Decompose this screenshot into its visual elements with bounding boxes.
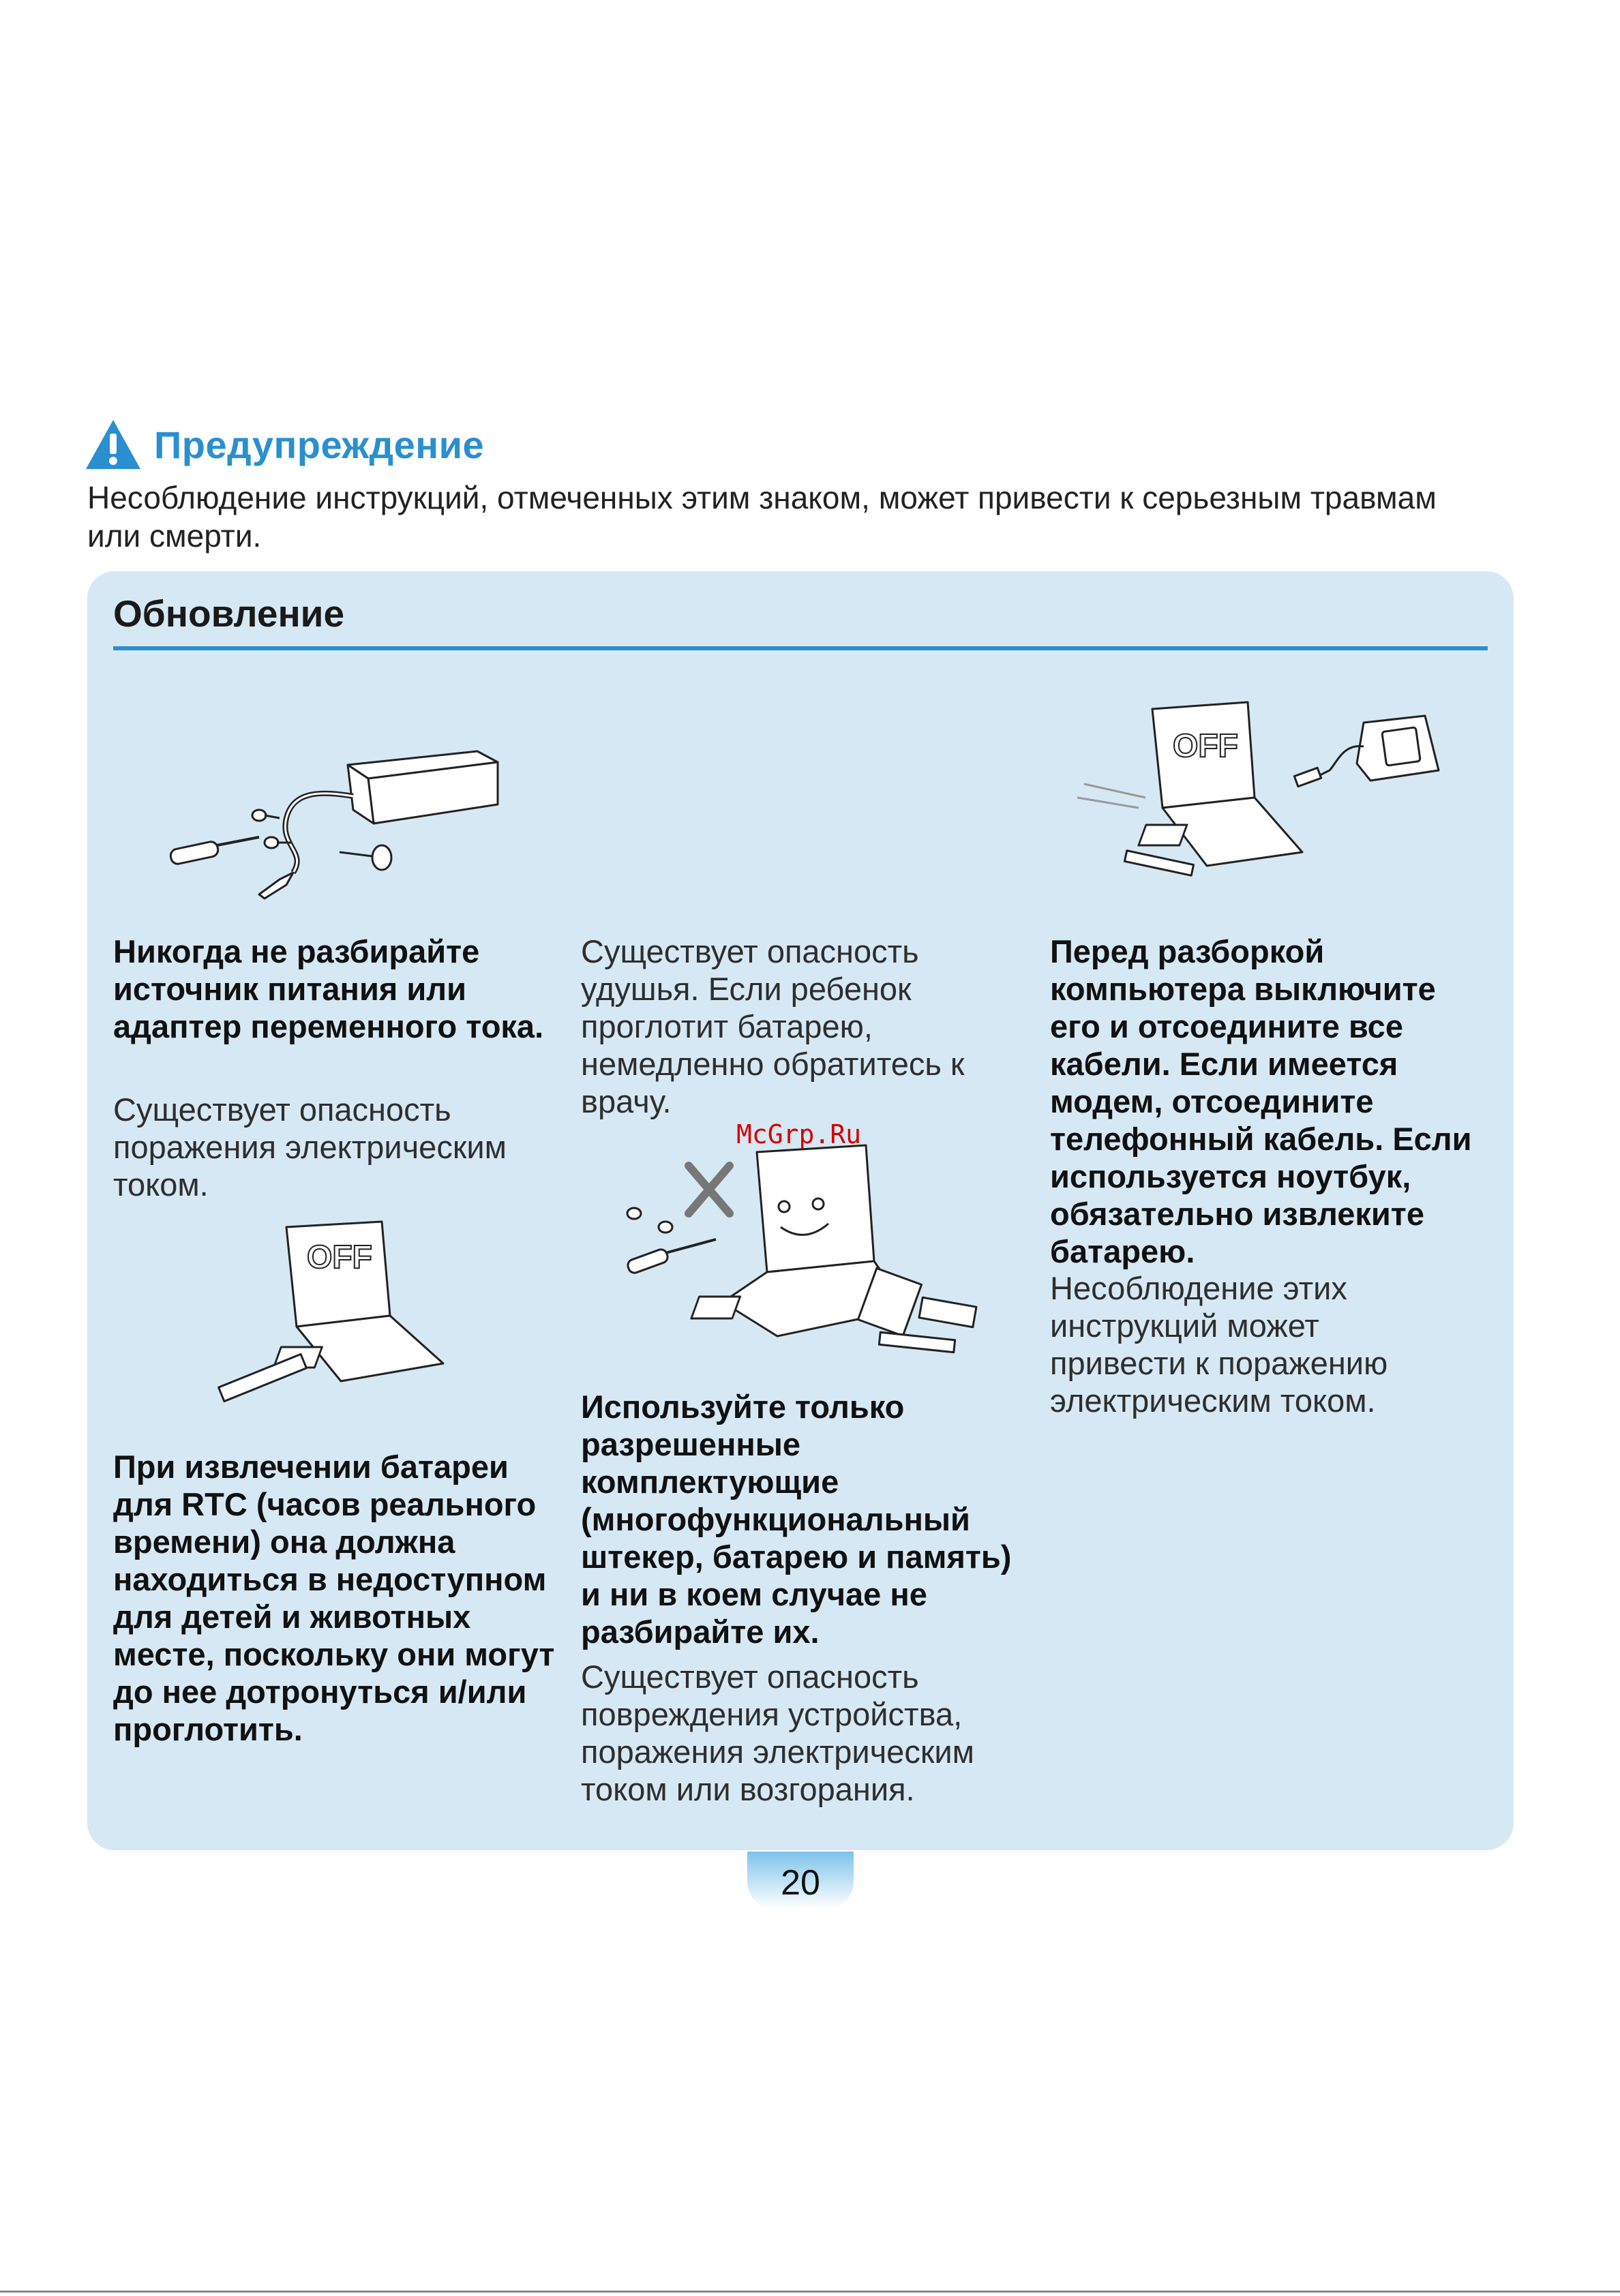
section-title: Обновление [113, 592, 345, 635]
warning-triangle-icon [85, 419, 142, 470]
col1-item1-warning: Никогда не разбирайте источник питания или адаптер переменного тока. [113, 933, 544, 1044]
laptop-off-unplug-illustration [1070, 695, 1452, 886]
warning-description: Несоблюдение инструкций, отмеченных этим знаком, может привести к серьезным травмам или смерти. [87, 480, 1437, 554]
col3-item1-warning: Перед разборкой компьютера выключите его и отсоедините все кабели. Если имеется модем, отсоедините телефонный кабель. Если используется ноутбук, обязательно извлеките батарею. [1050, 933, 1472, 1269]
col2-item2-warning: Используйте только разрешенные комплектующие (многофункциональный штекер, батарею и память) и ни в коем случае не разбирайте их. [581, 1389, 1012, 1650]
col1-item1-note: Существует опасность поражения электрическим током. [113, 1091, 507, 1203]
power-adapter-disassembly-illustration [157, 743, 511, 900]
off-label-left: OFF [307, 1239, 372, 1275]
page-number: 20 [781, 1863, 820, 1903]
warning-header [85, 417, 484, 472]
laptop-off-battery-illustration [211, 1220, 457, 1404]
col2-item2-note: Существует опасность повреждения устройства, поражения электрическим током или возгорания. [581, 1659, 974, 1807]
page-bottom-rule [0, 2291, 1620, 2293]
warning-title: Предупреждение [154, 423, 485, 466]
section-divider [113, 646, 1488, 650]
col1-item2-warning: При извлечении батареи для RTC (часов реального времени) она должна находиться в недоступном для детей и животных месте, поскольку они могут до нее дотронуться и/или проглотить. [113, 1449, 555, 1747]
col3-item1-note: Несоблюдение этих инструкций может привести к поражению электрическим током. [1050, 1270, 1388, 1419]
col2-item1-note: Существует опасность удушья. Если ребенок проглотит батарею, немедленно обратитесь к врачу. [581, 933, 965, 1119]
off-label-right: OFF [1173, 728, 1238, 764]
watermark: McGrp.Ru [736, 1119, 862, 1149]
laptop-components-illustration [620, 1138, 1002, 1370]
